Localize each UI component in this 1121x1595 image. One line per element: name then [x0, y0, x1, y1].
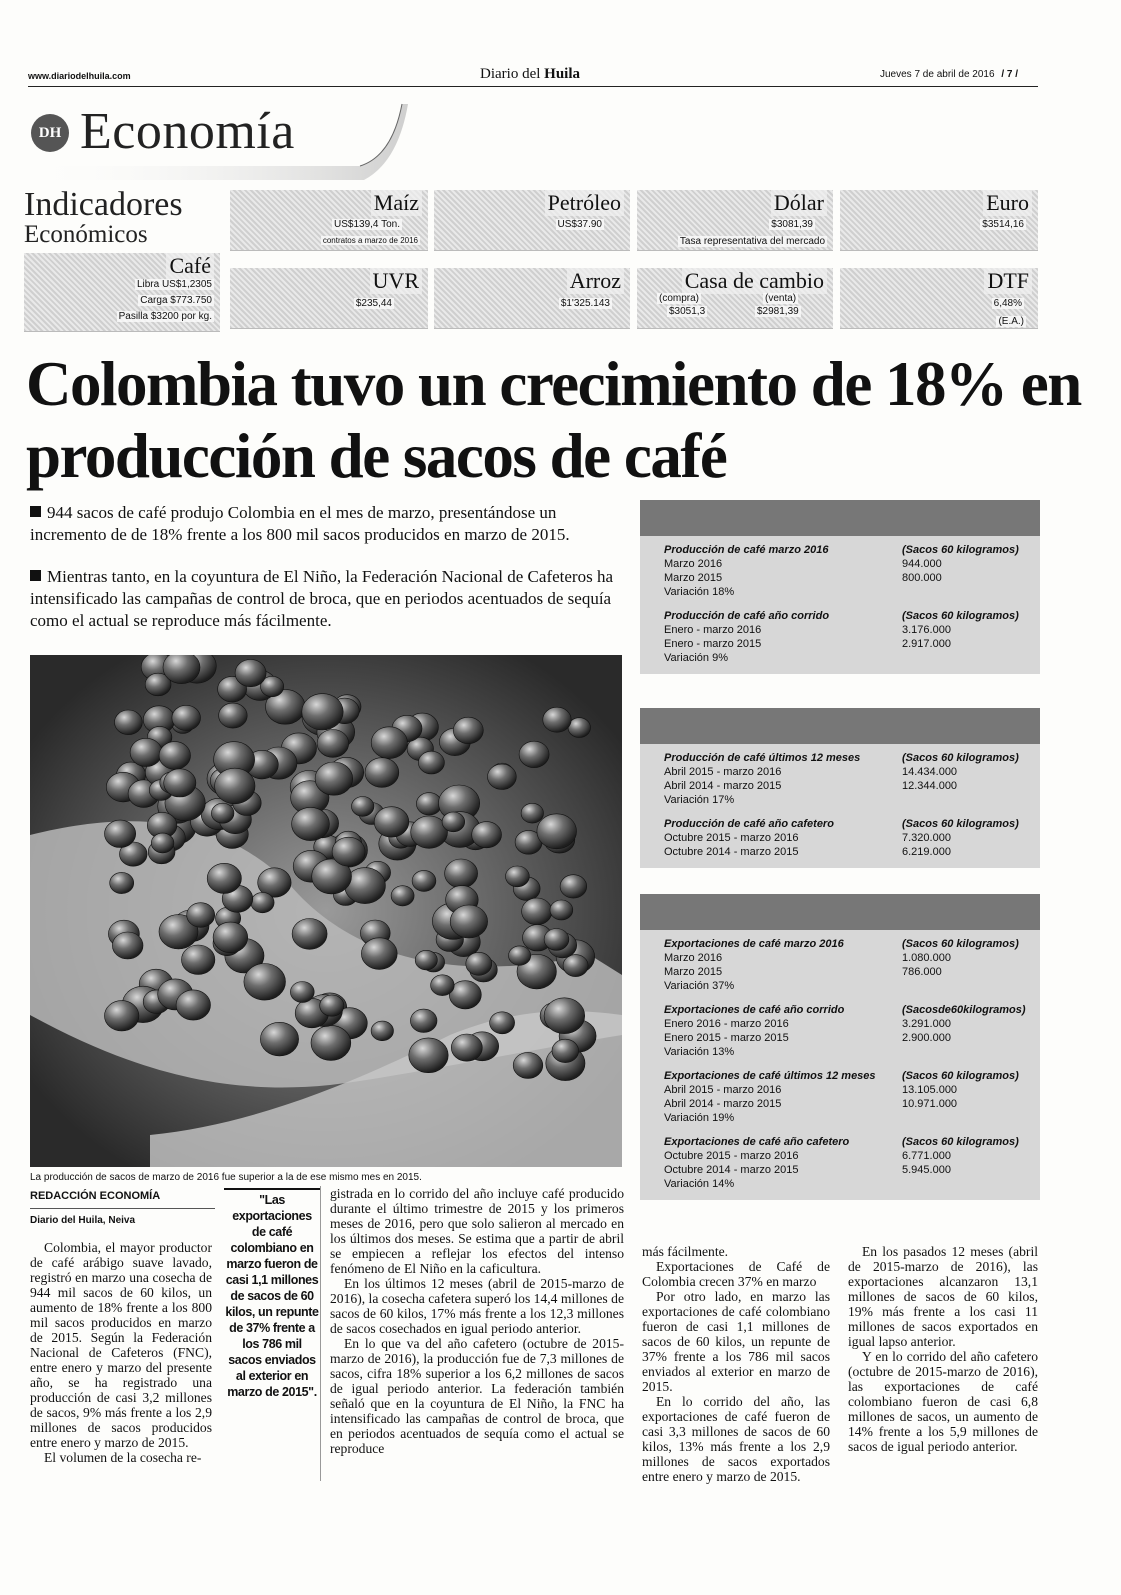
indicator-euro: [840, 190, 1038, 251]
coffee-cherry: [416, 793, 441, 815]
block-unit: (Sacos 60 kilogramos): [902, 610, 1019, 622]
cafe-label: Café: [166, 253, 214, 279]
column-rule: [320, 1186, 321, 1481]
coffee-cherry: [506, 866, 530, 887]
exports-table: [640, 894, 1040, 1200]
table-bottom-gap: [640, 666, 1040, 674]
coffee-cherry: [563, 955, 588, 977]
block-unit: (Sacosde60kilogramos): [902, 1004, 1026, 1016]
coffee-cherry: [110, 872, 134, 893]
indicator-arroz: [434, 268, 630, 329]
coffee-cherry: [244, 964, 286, 1001]
table-row: [640, 1018, 1040, 1032]
table-header-band: [640, 708, 1040, 744]
coffee-cherry: [442, 812, 465, 832]
indicator-maiz: [230, 190, 428, 251]
coffee-cherry: [552, 1039, 579, 1062]
dtf-note: (E.A.): [998, 316, 1024, 327]
table-row: [640, 1032, 1040, 1046]
coffee-photo-illustration: [30, 655, 622, 1167]
indicator-uvr: [230, 268, 428, 329]
petroleo-value: US$37.90: [557, 219, 602, 230]
block-unit: (Sacos 60 kilogramos): [902, 818, 1019, 830]
row-label: Variación 37%: [664, 980, 735, 992]
maiz-note: contratos a marzo de 2016: [322, 236, 418, 245]
indicators-subtitle: Económicos: [24, 221, 148, 248]
row-label: Abril 2015 - marzo 2016: [664, 1084, 782, 1096]
row-label: Marzo 2016: [664, 952, 723, 964]
table-bottom-gap: [640, 860, 1040, 868]
coffee-cherry: [105, 1001, 139, 1031]
photo-caption: La producción de sacos de marzo de 2016 fue superior a la de ese mismo mes en 2015.: [30, 1172, 422, 1183]
coffee-cherry: [453, 717, 483, 743]
uvr-value: $235,44: [355, 298, 392, 309]
indicators-title: Indicadores: [24, 186, 183, 223]
row-label: Variación 17%: [664, 794, 735, 806]
table-row: [640, 1178, 1040, 1192]
row-value: 786.000: [902, 966, 942, 978]
table-top-gap: [640, 536, 1040, 544]
block-title: Exportaciones de café año corrido: [664, 1004, 845, 1016]
coffee-cherry: [537, 814, 577, 849]
coffee-cherry: [472, 822, 502, 848]
byline: REDACCIÓN ECONOMÍA: [30, 1190, 161, 1202]
coffee-cherry: [522, 898, 552, 925]
headline: Colombia tuvo un crecimiento de 18% en producción de sacos de café: [26, 349, 1081, 491]
site-url: www.diariodelhuila.com: [28, 71, 131, 81]
coffee-cherry: [445, 859, 478, 888]
coffee-cherry: [544, 929, 569, 951]
block-title: Exportaciones de café año cafetero: [664, 1136, 850, 1148]
production-table-1: [640, 500, 1040, 674]
lead-bullet-1: [30, 502, 618, 546]
coffee-cherry: [513, 1052, 543, 1078]
table-row: [640, 1150, 1040, 1164]
arroz-value: $1'325.143: [560, 298, 610, 309]
pull-quote-rule: [224, 1188, 320, 1190]
euro-value: $3514,16: [982, 219, 1024, 230]
row-label: Enero 2016 - marzo 2016: [664, 1018, 789, 1030]
row-label: Abril 2015 - marzo 2016: [664, 766, 782, 778]
coffee-cherry: [391, 886, 414, 906]
pull-quote: "Las exportaciones de café colombiano en marzo fueron de casi 1,1 millones de sacos de 60 kilos, un repunte de 37% frente a los 786 mil sacos enviados al exterior en marzo de 2015".: [225, 1193, 319, 1399]
table-row: [640, 966, 1040, 980]
row-label: Abril 2014 - marzo 2015: [664, 780, 782, 792]
coffee-cherry: [290, 982, 314, 1003]
table-gap: [640, 994, 1040, 1004]
table-row: [640, 952, 1040, 966]
article-column-4: [848, 1244, 1038, 1454]
maiz-value: US$139,4 Ton.: [334, 219, 400, 230]
cafe-libra: Libra US$1,2305: [136, 279, 212, 290]
coffee-cherry: [431, 975, 455, 996]
row-label: Variación 14%: [664, 1178, 735, 1190]
table-block-header: [640, 938, 1040, 952]
table-gap: [640, 600, 1040, 610]
casa-label: Casa de cambio: [682, 268, 827, 294]
table-row: [640, 586, 1040, 600]
bullet-square-icon: [30, 506, 41, 517]
indicator-cafe: [24, 253, 220, 332]
block-title: Producción de café año corrido: [664, 610, 830, 622]
coffee-cherry: [361, 938, 397, 970]
lead-bullet-2: [30, 566, 618, 632]
casa-buy-value: $3051,3: [669, 306, 706, 317]
coffee-cherry: [292, 919, 327, 950]
coffee-cherry: [187, 903, 215, 928]
coffee-cherry: [159, 742, 190, 770]
table-row: [640, 794, 1040, 808]
row-value: 800.000: [902, 572, 942, 584]
paper-name: [480, 66, 580, 83]
block-unit: (Sacos 60 kilogramos): [902, 938, 1019, 950]
row-label: Octubre 2015 - marzo 2016: [664, 832, 799, 844]
block-title: Exportaciones de café marzo 2016: [664, 938, 844, 950]
row-value: 2.917.000: [902, 638, 951, 650]
coffee-cherry: [490, 1012, 515, 1034]
col1-paragraph: Colombia, el mayor productor de café arábigo suave lavado, registró en marzo una cosecha de 944 mil sacos de 60 kilos, un aumento de 18% frente a los 800 mil sacos producidos en marzo de 2015. Según la Federación Nacional de Cafeteros (FNC), entre enero y marzo del presente año, se ha registrado una producción de casi 3,2 millones de sacos, 9% más frente a los 2,9 millones de sacos producidos entre enero y marzo de 2015.: [30, 1240, 212, 1450]
table-row: [640, 1164, 1040, 1178]
table-row: [640, 832, 1040, 846]
coffee-cherry: [251, 892, 274, 912]
table-row: [640, 638, 1040, 652]
coffee-cherry: [412, 870, 436, 891]
coffee-cherry: [371, 1021, 393, 1041]
casa-sell-value: $2981,39: [757, 306, 799, 317]
coffee-cherry: [172, 705, 201, 730]
coffee-cherry: [317, 730, 349, 758]
block-title: Producción de café últimos 12 meses: [664, 752, 861, 764]
col1-paragraph-2: El volumen de la cosecha re-: [44, 1450, 202, 1465]
row-label: Marzo 2015: [664, 572, 723, 584]
table-gap: [640, 808, 1040, 818]
row-label: Variación 13%: [664, 1046, 735, 1058]
coffee-cherries-photo: [30, 655, 622, 1167]
table-top-gap: [640, 930, 1040, 938]
row-value: 13.105.000: [902, 1084, 958, 1096]
indicator-casa-de-cambio: [637, 268, 833, 329]
coffee-cherry: [365, 758, 399, 788]
article-column-1: [30, 1240, 212, 1465]
issue-date: [880, 69, 1018, 80]
table-row: [640, 624, 1040, 638]
coffee-cherry: [371, 727, 407, 759]
table-block-header: [640, 1136, 1040, 1150]
coffee-cherry: [292, 807, 330, 840]
dateline: Diario del Huila, Neiva: [30, 1215, 136, 1226]
coffee-cherry: [410, 1009, 437, 1032]
row-value: 7.320.000: [902, 832, 951, 844]
row-value: 6.771.000: [902, 1150, 951, 1162]
coffee-cherry: [409, 1038, 448, 1073]
block-unit: (Sacos 60 kilogramos): [902, 544, 1019, 556]
coffee-cherry: [543, 707, 571, 732]
table-row: [640, 1112, 1040, 1126]
row-label: Variación 18%: [664, 586, 735, 598]
col3-paragraph-3: En lo corrido del año, las exportaciones de café fueron de casi 3,3 millones de sacos de 60 kilos, 13% más frente a los 2,9 millones de sacos exportados entre enero y marzo de 2015.: [642, 1394, 830, 1484]
coffee-cherry: [352, 797, 374, 817]
coffee-cherry: [415, 950, 437, 970]
dtf-value: 6,48%: [993, 298, 1022, 309]
row-label: Variación 19%: [664, 1112, 735, 1124]
dh-logo: DH: [31, 114, 69, 152]
table-block-header: [640, 752, 1040, 766]
col4-paragraph-2: Y en lo corrido del año cafetero (octubre de 2015-marzo de 2016), las exportaciones de café colombiano fueron de casi 6,8 millones de sacos, un aumento de 14% frente a los 5,9 millones de sacos de igual periodo anterior.: [848, 1349, 1038, 1454]
coffee-cherry: [112, 932, 143, 959]
table-row: [640, 1084, 1040, 1098]
coffee-cherry: [311, 1025, 351, 1060]
coffee-cherry: [519, 741, 549, 767]
coffee-cherry: [466, 952, 492, 975]
col2-paragraph-3: En lo que va del año cafetero (octubre de 2015-marzo de 2016), la producción fue de 7,3 millones de sacos, cifra 18% superior a los 6,2 millones de sacos de igual periodo anterior. La federación también señaló que en la coyuntura de El Niño, la FNC ha intensificado las campañas de control de broca, que en periodos acentuados de sequía como el actual se reproduce: [330, 1336, 624, 1456]
row-label: Octubre 2015 - marzo 2016: [664, 1150, 799, 1162]
row-label: Abril 2014 - marzo 2015: [664, 1098, 782, 1110]
cafe-pasilla: Pasilla $3200 por kg.: [118, 311, 212, 322]
table-block-header: [640, 544, 1040, 558]
indicator-dolar: [637, 190, 833, 251]
row-label: Enero - marzo 2015: [664, 638, 762, 650]
paper-name-light: Diario del: [480, 66, 545, 82]
coffee-cherry: [115, 710, 143, 735]
coffee-cherry: [332, 837, 365, 866]
row-value: 6.219.000: [902, 846, 951, 858]
header-rule: [28, 86, 1038, 87]
table-header-band: [640, 500, 1040, 536]
cafe-carga: Carga $773.750: [140, 295, 212, 306]
table-row: [640, 846, 1040, 860]
row-value: 944.000: [902, 558, 942, 570]
row-label: Octubre 2014 - marzo 2015: [664, 846, 799, 858]
table-row: [640, 1046, 1040, 1060]
table-row: [640, 780, 1040, 794]
coffee-cherry: [550, 900, 573, 920]
dolar-value: $3081,39: [771, 219, 813, 230]
coffee-cherry: [488, 764, 517, 789]
uvr-label: UVR: [370, 268, 422, 294]
table-top-gap: [640, 744, 1040, 752]
coffee-cherry: [509, 946, 531, 965]
table-gap: [640, 1060, 1040, 1070]
coffee-cherry: [450, 905, 487, 938]
dtf-label: DTF: [984, 268, 1032, 294]
row-label: Marzo 2016: [664, 558, 723, 570]
coffee-cherry: [163, 655, 200, 684]
block-unit: (Sacos 60 kilogramos): [902, 752, 1019, 764]
coffee-cherry: [164, 769, 196, 797]
section-title: Economía: [80, 103, 295, 160]
table-row: [640, 558, 1040, 572]
row-value: 10.971.000: [902, 1098, 958, 1110]
col3-paragraph-2: Por otro lado, en marzo las exportaciones de café colombiano fueron de casi 1,1 millones de sacos de 60 kilos, un repunte de 37% frente a los 786 mil sacos enviados al exterior en marzo de 2015.: [642, 1289, 830, 1394]
date-text: Jueves 7 de abril de 2016: [880, 69, 995, 80]
bullet-square-icon: [30, 570, 41, 581]
coffee-cherry: [418, 751, 444, 774]
col4-paragraph: En los pasados 12 meses (abril de 2015-marzo de 2016), las exportaciones alcanzaron 13,1 millones de sacos de 60 kilos, 19% más frente a los casi 11 millones de sacos exportados en igual lapso anterior.: [848, 1244, 1038, 1349]
article-column-2: [330, 1186, 624, 1456]
block-unit: (Sacos 60 kilogramos): [902, 1070, 1019, 1082]
indicator-petroleo: [434, 190, 630, 251]
coffee-cherry: [451, 1034, 482, 1061]
coffee-cherry: [215, 768, 255, 804]
row-value: 1.080.000: [902, 952, 951, 964]
indicator-dtf: [840, 268, 1038, 329]
coffee-cherry: [521, 803, 543, 823]
dolar-label: Dólar: [771, 190, 827, 216]
casa-buy-label: (compra): [659, 293, 700, 304]
coffee-cherry: [544, 998, 585, 1034]
coffee-cherry: [105, 820, 136, 847]
row-value: 14.434.000: [902, 766, 958, 778]
col3-subhead: Exportaciones de Café de Colombia crecen 37% en marzo: [642, 1259, 830, 1289]
col3-paragraph: más fácilmente.: [642, 1244, 729, 1259]
production-table-2: [640, 708, 1040, 868]
row-label: Marzo 2015: [664, 966, 723, 978]
row-value: 12.344.000: [902, 780, 958, 792]
coffee-cherry: [219, 703, 248, 728]
dolar-note: Tasa representativa del mercado: [679, 236, 825, 247]
coffee-cherry: [260, 1022, 298, 1056]
block-title: Producción de café marzo 2016: [664, 544, 829, 556]
row-value: 2.900.000: [902, 1032, 951, 1044]
block-title: Producción de café año cafetero: [664, 818, 834, 830]
euro-label: Euro: [983, 190, 1032, 216]
table-header-band: [640, 894, 1040, 930]
row-label: Octubre 2014 - marzo 2015: [664, 1164, 799, 1176]
row-label: Variación 9%: [664, 652, 728, 664]
coffee-cherry: [302, 694, 343, 730]
row-label: Enero - marzo 2016: [664, 624, 762, 636]
row-value: 5.945.000: [902, 1164, 951, 1176]
article-column-3: [642, 1244, 830, 1484]
lead-text-1: 944 sacos de café produjo Colombia en el mes de marzo, presentándose un incremento de de 18% frente a los 800 mil sacos producidos en marzo de 2015.: [30, 503, 570, 544]
byline-rule: [30, 1208, 215, 1209]
coffee-cherry: [213, 922, 248, 953]
table-bottom-gap: [640, 1192, 1040, 1200]
col2-paragraph: gistrada en lo corrido del año incluye café producido durante el último trimestre de 2015 y los primeros meses de 2016, pero que solo salieron al mercado en los últimos dos meses. Se estima que a partir de abril se empiecen a reflejar los efectos del intenso fenómeno de El Niño en la caficultura.: [330, 1186, 624, 1276]
row-value: 3.176.000: [902, 624, 951, 636]
paper-name-bold: Huila: [544, 66, 581, 82]
coffee-cherry: [320, 995, 344, 1016]
block-unit: (Sacos 60 kilogramos): [902, 1136, 1019, 1148]
coffee-cherry: [560, 875, 587, 898]
table-gap: [640, 1126, 1040, 1136]
table-block-header: [640, 1070, 1040, 1084]
coffee-cherry: [235, 660, 266, 687]
coffee-cherry: [315, 762, 353, 795]
coffee-cherry: [207, 863, 241, 893]
coffee-cherry: [130, 738, 162, 766]
table-block-header: [640, 610, 1040, 624]
block-title: Exportaciones de café últimos 12 meses: [664, 1070, 876, 1082]
coffee-cherry: [176, 990, 210, 1020]
arroz-label: Arroz: [567, 268, 624, 294]
table-row: [640, 572, 1040, 586]
table-row: [640, 766, 1040, 780]
petroleo-label: Petróleo: [545, 190, 624, 216]
col2-paragraph-2: En los últimos 12 meses (abril de 2015-marzo de 2016), la cosecha cafetera superó los 14,4 millones de sacos de 60 kilos, 17% más frente a los 12,3 millones de sacos cosechados en igual periodo anterior.: [330, 1276, 624, 1336]
row-label: Enero 2015 - marzo 2015: [664, 1032, 789, 1044]
maiz-label: Maíz: [371, 190, 422, 216]
page-number: / 7 /: [1001, 69, 1018, 80]
coffee-cherry: [374, 807, 409, 837]
lead-text-2: Mientras tanto, en la coyuntura de El Niño, la Federación Nacional de Cafeteros ha intensificado las campañas de control de broca, que en periodos acentuados de sequía como el actual se reproduce más fácilmente.: [30, 567, 613, 630]
table-block-header: [640, 1004, 1040, 1018]
casa-sell-label: (venta): [765, 293, 797, 304]
row-value: 3.291.000: [902, 1018, 951, 1030]
coffee-cherry: [182, 945, 215, 974]
coffee-cherry: [211, 803, 234, 823]
coffee-cherry: [151, 833, 174, 853]
table-row: [640, 652, 1040, 666]
table-row: [640, 1098, 1040, 1112]
table-block-header: [640, 818, 1040, 832]
table-row: [640, 980, 1040, 994]
